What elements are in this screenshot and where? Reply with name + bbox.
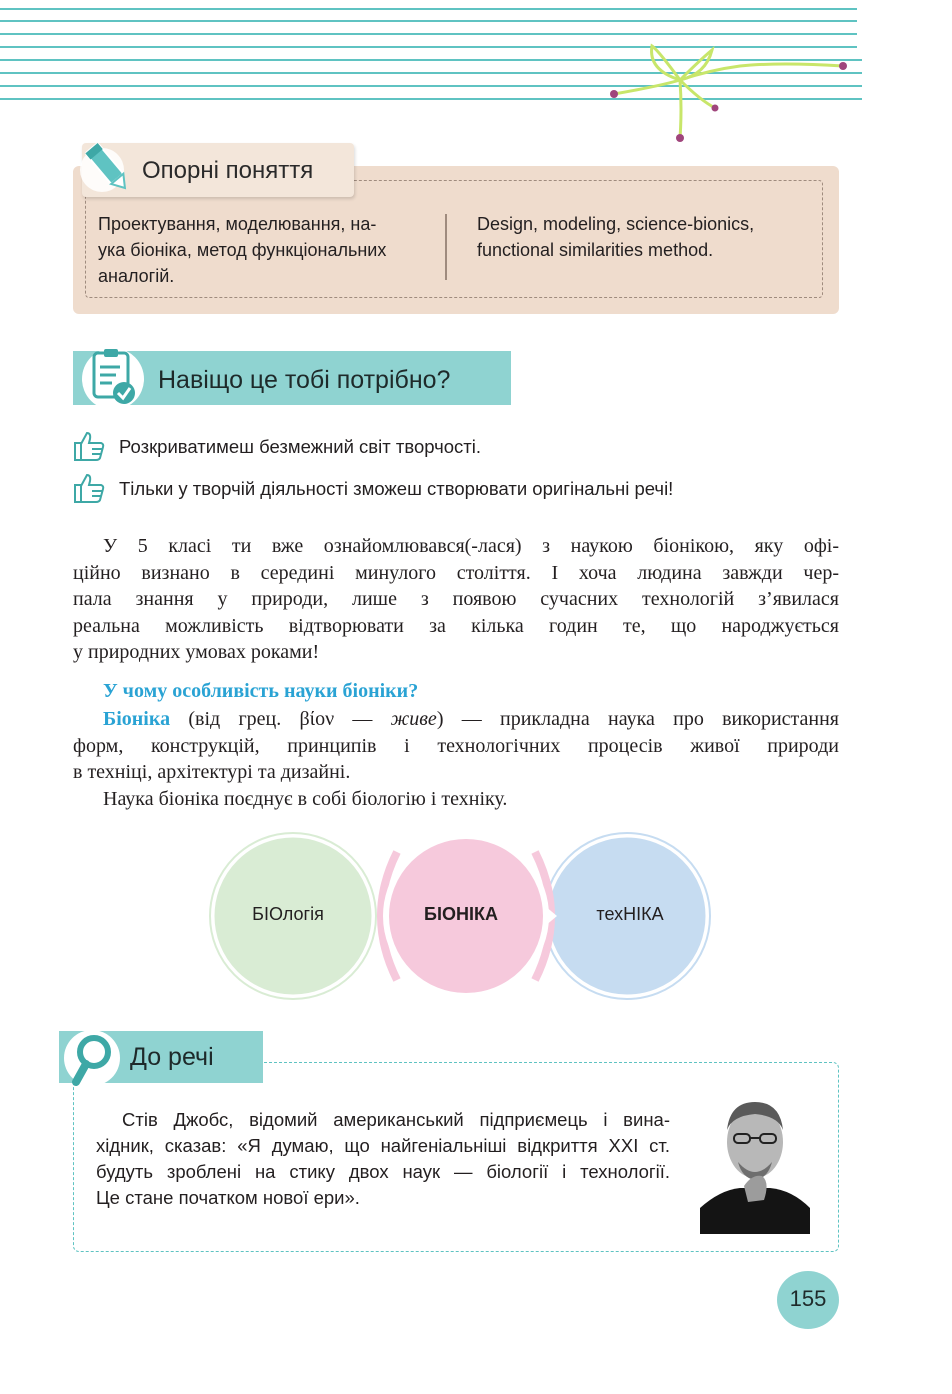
by-the-way-text — [96, 1107, 670, 1211]
bionics-label: БІОНІКА — [424, 904, 498, 924]
concepts-divider — [445, 214, 447, 280]
technology-label: техНІКА — [596, 904, 664, 924]
why-bullet — [72, 430, 872, 464]
btw-line: хідник, сказав: «Я думаю, що найгеніальніші відкриття XXI ст. — [96, 1135, 670, 1156]
why-section-title: Навіщо це тобі потрібно? — [158, 366, 451, 394]
definition-line: форм, конструкцій, принципів і технологічних процесів живої природи — [73, 734, 839, 757]
magnifier-icon — [62, 1028, 122, 1090]
term-bionics: Біоніка — [103, 708, 171, 730]
intro-line: ційно визнано в середині минулого століття. І хоча людина завжди чер- — [73, 561, 839, 584]
concepts-en-line: Design, modeling, science-bionics, — [477, 214, 755, 234]
key-concepts-title: Опорні поняття — [142, 157, 314, 184]
intro-line: У 5 класі ти вже ознайомлювався(-лася) з наукою біонікою, яку офі- — [103, 535, 839, 557]
intro-paragraph — [73, 533, 839, 666]
btw-line: Це стане початком нової ери». — [96, 1187, 360, 1208]
biology-label: БІОлогія — [252, 904, 324, 924]
pencil-icon — [78, 132, 142, 196]
closing-line: Наука біоніка поєднує в собі біологію і техніку. — [103, 787, 508, 810]
page-number: 155 — [789, 1286, 827, 1311]
concepts-ua-line: Проектування, моделювання, на- — [98, 214, 377, 234]
concepts-ua-line: ука біоніка, метод функціональних — [98, 240, 387, 260]
why-bullet-text: Тільки у творчій діяльності зможеш створювати оригінальні речі! — [119, 478, 674, 499]
thumbs-up-icon — [72, 472, 106, 504]
thumbs-up-icon — [72, 430, 106, 462]
definition-paragraph — [73, 706, 839, 812]
btw-line: Стів Джобс, відомий американський підприємець і вина- — [122, 1109, 670, 1130]
by-the-way-title: До речі — [130, 1043, 214, 1071]
key-concepts-ukrainian — [98, 211, 428, 289]
portrait-photo — [700, 1090, 810, 1234]
intro-line: у природних умовах роками! — [73, 641, 320, 663]
page-number-badge — [777, 1271, 839, 1329]
definition-line: в техніці, архітектурі та дизайні. — [73, 761, 351, 783]
concepts-en-line: functional similarities method. — [477, 240, 714, 260]
key-concepts-english — [477, 211, 822, 263]
why-bullet-text: Розкриватимеш безмежний світ творчості. — [119, 436, 482, 457]
btw-line: будуть зроблені на стику двох наук — біології і технології. — [96, 1161, 670, 1182]
definition-line: Біоніка (від грец. βίον — живе) — прикладна наука про використання — [103, 708, 839, 730]
ribbon-bow-decoration — [600, 40, 860, 150]
checklist-icon — [80, 343, 146, 413]
section-subheading: У чому особливість науки біоніки? — [103, 680, 419, 702]
concepts-ua-line: аналогій. — [98, 266, 175, 286]
why-bullet — [72, 472, 872, 506]
intro-line: реальна можливість відтворювати за кілька годин те, що народжується — [73, 614, 839, 637]
intro-line: пала знання у природи, лише з появою сучасних технологій з’явилася — [73, 588, 839, 610]
